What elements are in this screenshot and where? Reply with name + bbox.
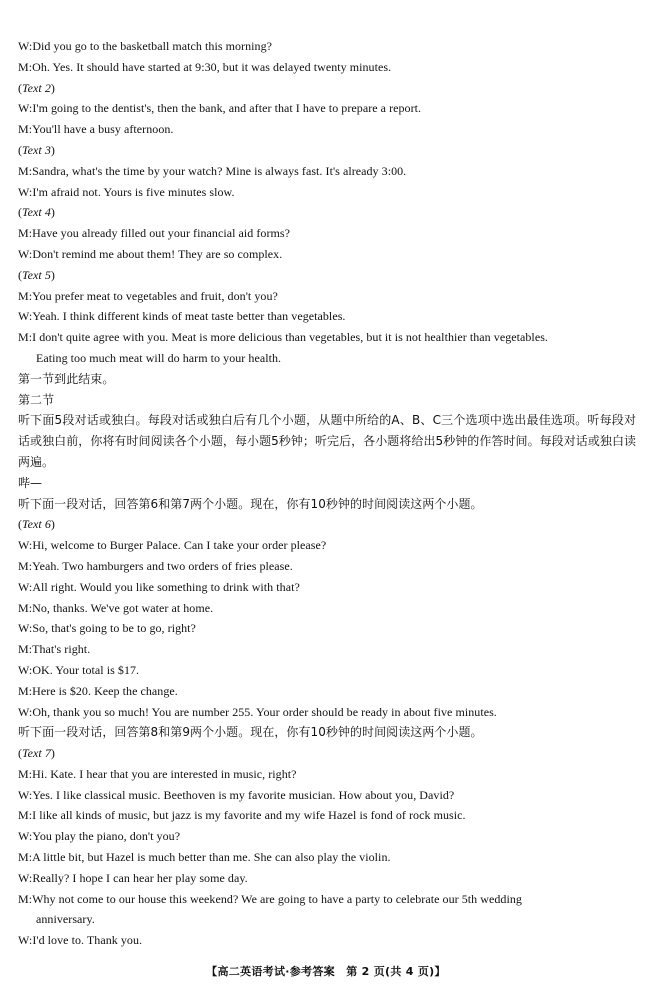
instruction-line: 第二节 xyxy=(18,392,55,407)
instruction-line: 听下面一段对话，回答第6和第7两个小题。现在，你有10秒钟的时间阅读这两个小题。 xyxy=(18,496,483,511)
dialog-line: M:That's right. xyxy=(18,642,91,657)
dialog-line: M:Have you already filled out your financial aid forms? xyxy=(18,226,290,241)
text-label: Text 6 xyxy=(22,517,51,532)
dialog-line: W:I'd love to. Thank you. xyxy=(18,933,143,948)
dialog-line: M:Oh. Yes. It should have started at 9:30, but it was delayed twenty minutes. xyxy=(18,59,392,74)
section-text-label: (Text 6) xyxy=(18,517,55,532)
instruction-paragraph: 听下面5段对话或独白。每段对话或独白后有几个小题，从题中所给的A、B、C三个选项中选出最佳选项。听每段对话或独白前，你将有时间阅读各个小题，每小题5秒钟；听完后，各小题将给出5秒钟的作答时间。每段对话或独白读两遍。 xyxy=(18,413,636,469)
dialog-line: W:All right. Would you like something to drink with that? xyxy=(18,579,300,594)
section-text-label: (Text 4) xyxy=(18,205,55,220)
answer-key-transcript xyxy=(18,36,636,951)
dialog-line: W:Yes. I like classical music. Beethoven is my favorite musician. How about you, David? xyxy=(18,787,455,802)
dialog-continuation: anniversary. xyxy=(36,912,95,927)
dialog-line: M:Here is $20. Keep the change. xyxy=(18,683,178,698)
dialog-line: M:I like all kinds of music, but jazz is my favorite and my wife Hazel is fond of rock music. xyxy=(18,808,466,823)
page-footer: 【高二英语考试·参考答案 第 2 页(共 4 页)】 xyxy=(206,965,446,978)
dialog-line: W:I'm afraid not. Yours is five minutes slow. xyxy=(18,184,235,199)
text-label: Text 5 xyxy=(22,267,51,282)
dialog-line: W:Yeah. I think different kinds of meat taste better than vegetables. xyxy=(18,309,346,324)
section-text-label: (Text 2) xyxy=(18,80,55,95)
section-text-label: (Text 3) xyxy=(18,142,55,157)
dialog-line: M:You prefer meat to vegetables and fruit, don't you? xyxy=(18,288,278,303)
dialog-line: W:Oh, thank you so much! You are number 255. Your order should be ready in about five minutes. xyxy=(18,704,497,719)
dialog-line: M:Hi. Kate. I hear that you are interested in music, right? xyxy=(18,766,297,781)
dialog-line: W:Hi, welcome to Burger Palace. Can I take your order please? xyxy=(18,538,327,553)
text-label: Text 4 xyxy=(22,205,51,220)
dialog-line: W:OK. Your total is $17. xyxy=(18,662,140,677)
text-label: Text 3 xyxy=(22,142,51,157)
dialog-line: M:Sandra, what's the time by your watch? Mine is always fast. It's already 3:00. xyxy=(18,163,407,178)
dialog-line: M:You'll have a busy afternoon. xyxy=(18,122,174,137)
dialog-line: M:Why not come to our house this weekend? We are going to have a party to celebrate our 5th wedding xyxy=(18,891,522,906)
dialog-line: M:A little bit, but Hazel is much better than me. She can also play the violin. xyxy=(18,850,391,865)
dialog-line: W:Don't remind me about them! They are so complex. xyxy=(18,246,283,261)
dialog-line: W:Did you go to the basketball match this morning? xyxy=(18,39,273,53)
instruction-line: 第一节到此结束。 xyxy=(18,371,115,386)
instruction-line: 听下面一段对话，回答第8和第9两个小题。现在，你有10秒钟的时间阅读这两个小题。 xyxy=(18,725,483,740)
dialog-line: M:No, thanks. We've got water at home. xyxy=(18,600,214,615)
dialog-line: W:You play the piano, don't you? xyxy=(18,829,181,844)
dialog-line: W:So, that's going to be to go, right? xyxy=(18,621,196,636)
dialog-line: W:Really? I hope I can hear her play some day. xyxy=(18,870,248,885)
instruction-line: 哔— xyxy=(18,475,43,490)
dialog-line: M:Yeah. Two hamburgers and two orders of fries please. xyxy=(18,558,293,573)
dialog-line: W:I'm going to the dentist's, then the bank, and after that I have to prepare a report. xyxy=(18,101,422,116)
dialog-line: M:I don't quite agree with you. Meat is more delicious than vegetables, but it is not healthier than vegetables. xyxy=(18,330,548,345)
section-text-label: (Text 5) xyxy=(18,267,55,282)
text-label: Text 2 xyxy=(22,80,51,95)
text-label: Text 7 xyxy=(22,746,51,761)
section-text-label: (Text 7) xyxy=(18,746,55,761)
dialog-continuation: Eating too much meat will do harm to your health. xyxy=(36,350,282,365)
